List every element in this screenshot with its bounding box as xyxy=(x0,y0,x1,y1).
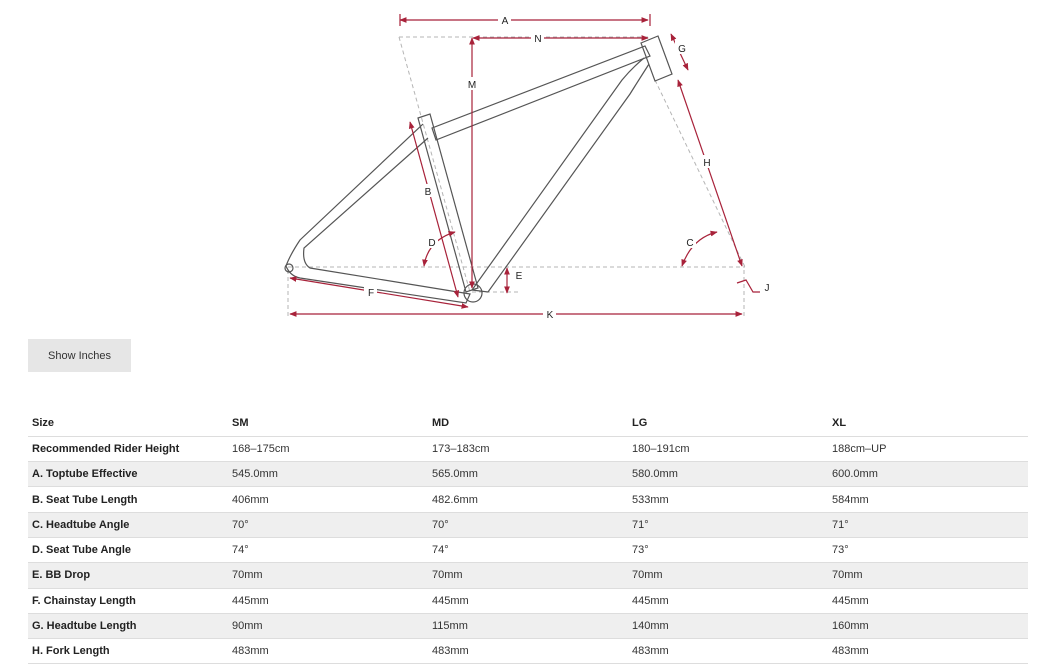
header-xl: XL xyxy=(828,411,1028,436)
cell-xl: 584mm xyxy=(828,487,1028,512)
geometry-table xyxy=(28,411,1028,664)
cell-xl: 600.0mm xyxy=(828,462,1028,487)
table-row xyxy=(28,639,1028,664)
cell-lg: 71° xyxy=(628,512,828,537)
cell-sm: 70mm xyxy=(228,563,428,588)
cell-lg: 483mm xyxy=(628,639,828,664)
table-row xyxy=(28,588,1028,613)
cell-xl: 71° xyxy=(828,512,1028,537)
cell-sm: 74° xyxy=(228,537,428,562)
row-label: C. Headtube Angle xyxy=(28,512,228,537)
cell-md: 70mm xyxy=(428,563,628,588)
table-row xyxy=(28,613,1028,638)
cell-md: 482.6mm xyxy=(428,487,628,512)
header-size: Size xyxy=(28,411,228,436)
header-sm: SM xyxy=(228,411,428,436)
row-label: G. Headtube Length xyxy=(28,613,228,638)
label-e: E xyxy=(515,271,523,282)
cell-lg: 580.0mm xyxy=(628,462,828,487)
label-a: A xyxy=(501,16,509,27)
cell-sm: 483mm xyxy=(228,639,428,664)
cell-md: 565.0mm xyxy=(428,462,628,487)
table-row xyxy=(28,537,1028,562)
table-row xyxy=(28,462,1028,487)
label-m: M xyxy=(467,80,477,91)
cell-md: 483mm xyxy=(428,639,628,664)
row-label: A. Toptube Effective xyxy=(28,462,228,487)
cell-lg: 533mm xyxy=(628,487,828,512)
row-label: B. Seat Tube Length xyxy=(28,487,228,512)
row-label: H. Fork Length xyxy=(28,639,228,664)
cell-sm: 168–175cm xyxy=(228,436,428,461)
label-b: B xyxy=(424,187,432,198)
cell-lg: 73° xyxy=(628,537,828,562)
cell-md: 173–183cm xyxy=(428,436,628,461)
label-k: K xyxy=(546,310,554,321)
cell-md: 115mm xyxy=(428,613,628,638)
label-d: D xyxy=(428,238,436,249)
cell-sm: 70° xyxy=(228,512,428,537)
cell-xl: 70mm xyxy=(828,563,1028,588)
cell-sm: 545.0mm xyxy=(228,462,428,487)
frame-geometry-svg xyxy=(0,0,1059,330)
cell-lg: 140mm xyxy=(628,613,828,638)
table-header-row xyxy=(28,411,1028,436)
cell-md: 445mm xyxy=(428,588,628,613)
bike-frame xyxy=(285,36,672,303)
dimension-lines xyxy=(290,14,760,314)
row-label: F. Chainstay Length xyxy=(28,588,228,613)
header-md: MD xyxy=(428,411,628,436)
row-label: Recommended Rider Height xyxy=(28,436,228,461)
table-row xyxy=(28,512,1028,537)
cell-xl: 73° xyxy=(828,537,1028,562)
cell-xl: 445mm xyxy=(828,588,1028,613)
cell-sm: 445mm xyxy=(228,588,428,613)
row-label: E. BB Drop xyxy=(28,563,228,588)
table-row xyxy=(28,487,1028,512)
table-row xyxy=(28,563,1028,588)
cell-xl: 483mm xyxy=(828,639,1028,664)
cell-md: 74° xyxy=(428,537,628,562)
label-g: G xyxy=(678,44,686,55)
row-label: D. Seat Tube Angle xyxy=(28,537,228,562)
cell-sm: 406mm xyxy=(228,487,428,512)
show-inches-button[interactable]: Show Inches xyxy=(28,339,131,372)
cell-lg: 445mm xyxy=(628,588,828,613)
table-row xyxy=(28,436,1028,461)
label-h: H xyxy=(703,158,711,169)
cell-xl: 160mm xyxy=(828,613,1028,638)
header-lg: LG xyxy=(628,411,828,436)
cell-lg: 180–191cm xyxy=(628,436,828,461)
dimension-labels xyxy=(364,13,770,321)
label-n: N xyxy=(534,34,542,45)
geometry-diagram xyxy=(0,0,1059,330)
label-c: C xyxy=(686,238,694,249)
label-f: F xyxy=(367,288,375,299)
label-j: J xyxy=(764,283,770,294)
cell-xl: 188cm–UP xyxy=(828,436,1028,461)
cell-sm: 90mm xyxy=(228,613,428,638)
cell-md: 70° xyxy=(428,512,628,537)
cell-lg: 70mm xyxy=(628,563,828,588)
